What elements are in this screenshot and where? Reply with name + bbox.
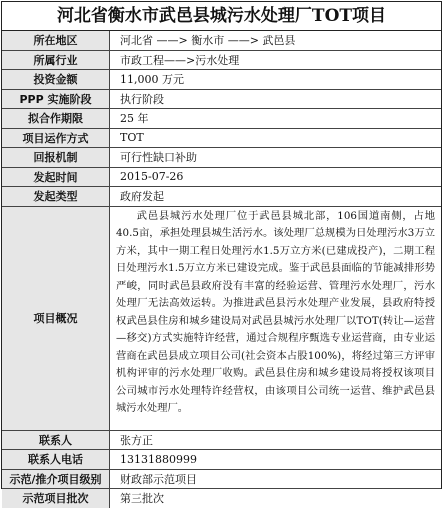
row-project-level (2, 469, 441, 489)
row-value: 政府发起 (110, 187, 442, 207)
row-launch-date (2, 167, 441, 187)
row-industry (2, 50, 441, 70)
row-value: 25 年 (110, 109, 442, 129)
row-label: 所属行业 (2, 50, 110, 70)
project-card (1, 1, 442, 506)
row-region (2, 31, 441, 50)
row-value: 可行性缺口补助 (110, 148, 442, 168)
row-value: 2015-07-26 (110, 167, 442, 187)
row-contact (2, 430, 441, 450)
project-info-table (2, 31, 441, 508)
row-label: 项目概况 (2, 206, 110, 430)
row-launch-type (2, 187, 441, 207)
row-term (2, 109, 441, 129)
row-value: 市政工程——>污水处理 (110, 50, 442, 70)
row-ppp-stage (2, 89, 441, 109)
row-label: 示范/推介项目级别 (2, 469, 110, 489)
row-label: 拟合作期限 (2, 109, 110, 129)
row-value: 河北省 ——> 衡水市 ——> 武邑县 (110, 31, 442, 50)
row-label: PPP 实施阶段 (2, 89, 110, 109)
row-label: 回报机制 (2, 148, 110, 168)
row-label: 联系人 (2, 430, 110, 450)
row-label: 所在地区 (2, 31, 110, 50)
row-label: 联系人电话 (2, 450, 110, 470)
row-value: 执行阶段 (110, 89, 442, 109)
row-value: 13131880999 (110, 450, 442, 470)
row-value: 财政部示范项目 (110, 469, 442, 489)
row-operation-mode (2, 128, 441, 148)
row-batch (2, 489, 441, 508)
row-value: 第三批次 (120, 492, 164, 506)
row-label: 示范项目批次 (2, 489, 110, 508)
row-value: TOT (110, 128, 442, 148)
overview-text: 武邑县城污水处理厂位于武邑县城北部，106国道南侧，占地40.5亩，承担处理县城生活污水。该处理厂总规模为日处理污水3万立方米，其中一期工程日处理污水1.5万立方米(已建成投产)，二期工程日处理污水1.5万立方米已建设完成。鉴于武邑县面临的节能减排形势严峻，同时武邑县政府没有丰富的经验运营、管理污水处理厂，污水处理厂无法高效运转。为推进武邑县污水处理产业发展，县政府特授权武邑县住房和城乡建设局对武邑县城污水处理厂以TOT(转让—运营—移交)方式实施特许经营，通过合规程序甄选专业运营商，由专业运营商在武邑县成立项目公司(社会资本占股100%)，将经过第三方评审机构评审的污水处理厂收购。武邑县住房和城乡建设局将授权该项目公司城市污水处理特许经营权，由该项目公司统一运营、维护武邑县城污水处理厂。 (110, 206, 442, 430)
page-title: 河北省衡水市武邑县城污水处理厂TOT项目 (2, 2, 441, 31)
row-value: 张方正 (110, 430, 442, 450)
row-label: 项目运作方式 (2, 128, 110, 148)
row-label: 发起时间 (2, 167, 110, 187)
row-label: 发起类型 (2, 187, 110, 207)
row-overview (2, 206, 441, 430)
row-label: 投资金额 (2, 70, 110, 90)
row-contact-phone (2, 450, 441, 470)
row-return-mechanism (2, 148, 441, 168)
row-investment (2, 70, 441, 90)
row-value: 11,000 万元 (110, 70, 442, 90)
